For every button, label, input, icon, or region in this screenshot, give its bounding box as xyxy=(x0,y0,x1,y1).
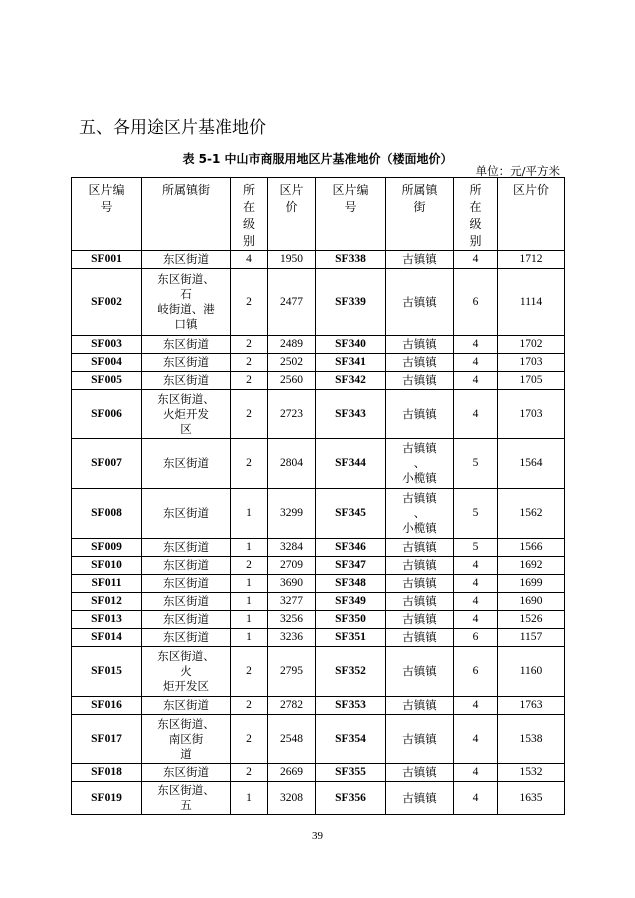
row-town: 东区街道、 火炬开发 区 xyxy=(142,390,231,439)
header-code: 区片编 号 xyxy=(72,178,142,251)
row-code-right: SF340 xyxy=(316,336,386,354)
row-town: 东区街道 xyxy=(142,539,231,557)
row-level: 4 xyxy=(231,251,268,269)
row-town-right: 古镇镇 xyxy=(386,354,454,372)
row-level-right: 4 xyxy=(454,336,498,354)
row-town-right: 古镇镇 、 小榄镇 xyxy=(386,439,454,489)
row-code-right: SF348 xyxy=(316,575,386,593)
row-level-right: 4 xyxy=(454,372,498,390)
row-price-right: 1690 xyxy=(498,593,565,611)
row-code: SF014 xyxy=(72,629,142,647)
row-price: 2723 xyxy=(268,390,316,439)
row-price-right: 1712 xyxy=(498,251,565,269)
row-code-right: SF343 xyxy=(316,390,386,439)
row-price-right: 1160 xyxy=(498,647,565,697)
table-row xyxy=(72,372,565,390)
row-town: 东区街道、 石 岐街道、港 口镇 xyxy=(142,269,231,336)
row-level: 2 xyxy=(231,439,268,489)
row-level: 1 xyxy=(231,575,268,593)
table-row xyxy=(72,782,565,815)
row-code-right: SF353 xyxy=(316,697,386,715)
row-level: 1 xyxy=(231,489,268,539)
row-level: 1 xyxy=(231,629,268,647)
section-title: 五、各用途区片基准地价 xyxy=(79,118,266,138)
row-town-right: 古镇镇 xyxy=(386,593,454,611)
row-code-right: SF339 xyxy=(316,269,386,336)
table-row xyxy=(72,764,565,782)
row-level: 2 xyxy=(231,715,268,764)
table-header-row xyxy=(72,178,565,251)
row-town: 东区街道 xyxy=(142,593,231,611)
row-level: 2 xyxy=(231,372,268,390)
table-row xyxy=(72,647,565,697)
row-price: 2560 xyxy=(268,372,316,390)
table-row xyxy=(72,575,565,593)
row-code-right: SF341 xyxy=(316,354,386,372)
table-row xyxy=(72,593,565,611)
row-level-right: 4 xyxy=(454,354,498,372)
row-town: 东区街道 xyxy=(142,764,231,782)
header-level: 所 在 级 别 xyxy=(231,178,268,251)
row-town-right: 古镇镇 xyxy=(386,269,454,336)
row-price-right: 1562 xyxy=(498,489,565,539)
row-level: 2 xyxy=(231,390,268,439)
row-code: SF008 xyxy=(72,489,142,539)
row-code: SF002 xyxy=(72,269,142,336)
header-price-right: 区片价 xyxy=(498,178,565,251)
row-level: 2 xyxy=(231,557,268,575)
row-level: 2 xyxy=(231,269,268,336)
row-code-right: SF344 xyxy=(316,439,386,489)
row-level-right: 4 xyxy=(454,611,498,629)
row-town-right: 古镇镇 xyxy=(386,782,454,815)
row-town: 东区街道 xyxy=(142,372,231,390)
row-code-right: SF356 xyxy=(316,782,386,815)
row-level-right: 4 xyxy=(454,390,498,439)
row-level: 1 xyxy=(231,539,268,557)
row-price: 1950 xyxy=(268,251,316,269)
row-level: 1 xyxy=(231,782,268,815)
row-code: SF004 xyxy=(72,354,142,372)
row-level-right: 4 xyxy=(454,782,498,815)
row-code-right: SF351 xyxy=(316,629,386,647)
table-row xyxy=(72,439,565,489)
row-town-right: 古镇镇 xyxy=(386,372,454,390)
row-price: 2489 xyxy=(268,336,316,354)
row-town-right: 古镇镇 xyxy=(386,557,454,575)
row-price: 3277 xyxy=(268,593,316,611)
table-row xyxy=(72,715,565,764)
row-code-right: SF342 xyxy=(316,372,386,390)
row-town-right: 古镇镇 xyxy=(386,390,454,439)
row-price-right: 1564 xyxy=(498,439,565,489)
row-code-right: SF355 xyxy=(316,764,386,782)
header-town: 所属镇街 xyxy=(142,178,231,251)
row-price-right: 1114 xyxy=(498,269,565,336)
row-price: 3299 xyxy=(268,489,316,539)
row-code: SF007 xyxy=(72,439,142,489)
row-code-right: SF347 xyxy=(316,557,386,575)
row-code: SF013 xyxy=(72,611,142,629)
header-code-right: 区片编 号 xyxy=(316,178,386,251)
row-code: SF019 xyxy=(72,782,142,815)
table-row xyxy=(72,336,565,354)
table-caption: 表 5-1 中山市商服用地区片基准地价（楼面地价） xyxy=(182,152,453,166)
row-price: 3236 xyxy=(268,629,316,647)
row-price: 2795 xyxy=(268,647,316,697)
row-town-right: 古镇镇 xyxy=(386,539,454,557)
row-level-right: 4 xyxy=(454,715,498,764)
row-price-right: 1702 xyxy=(498,336,565,354)
row-town-right: 古镇镇 xyxy=(386,575,454,593)
row-town: 东区街道 xyxy=(142,489,231,539)
row-level-right: 4 xyxy=(454,575,498,593)
table-row xyxy=(72,697,565,715)
row-code: SF017 xyxy=(72,715,142,764)
table-row xyxy=(72,611,565,629)
row-level-right: 6 xyxy=(454,629,498,647)
header-town-right: 所属镇 街 xyxy=(386,178,454,251)
row-price-right: 1763 xyxy=(498,697,565,715)
row-level-right: 4 xyxy=(454,697,498,715)
row-level-right: 6 xyxy=(454,647,498,697)
row-code: SF016 xyxy=(72,697,142,715)
row-level-right: 5 xyxy=(454,539,498,557)
row-town: 东区街道 xyxy=(142,336,231,354)
table-row xyxy=(72,539,565,557)
row-town-right: 古镇镇 xyxy=(386,611,454,629)
row-code: SF011 xyxy=(72,575,142,593)
row-level: 2 xyxy=(231,764,268,782)
row-town: 东区街道 xyxy=(142,697,231,715)
row-level: 1 xyxy=(231,593,268,611)
row-price: 2804 xyxy=(268,439,316,489)
row-town: 东区街道、 五 xyxy=(142,782,231,815)
row-town-right: 古镇镇 xyxy=(386,336,454,354)
table-row xyxy=(72,269,565,336)
row-price-right: 1157 xyxy=(498,629,565,647)
row-price-right: 1538 xyxy=(498,715,565,764)
row-level: 2 xyxy=(231,647,268,697)
row-price-right: 1699 xyxy=(498,575,565,593)
row-code: SF012 xyxy=(72,593,142,611)
page-number: 39 xyxy=(312,830,323,842)
row-code-right: SF352 xyxy=(316,647,386,697)
row-price: 2477 xyxy=(268,269,316,336)
row-town-right: 古镇镇 xyxy=(386,647,454,697)
row-price-right: 1703 xyxy=(498,390,565,439)
row-price: 3256 xyxy=(268,611,316,629)
row-price-right: 1705 xyxy=(498,372,565,390)
row-code: SF006 xyxy=(72,390,142,439)
row-code: SF009 xyxy=(72,539,142,557)
table-row xyxy=(72,354,565,372)
row-code: SF015 xyxy=(72,647,142,697)
header-price: 区片 价 xyxy=(268,178,316,251)
row-town-right: 古镇镇 xyxy=(386,764,454,782)
row-price: 2669 xyxy=(268,764,316,782)
row-town: 东区街道 xyxy=(142,575,231,593)
row-town: 东区街道 xyxy=(142,354,231,372)
row-code-right: SF349 xyxy=(316,593,386,611)
row-price: 2709 xyxy=(268,557,316,575)
row-town-right: 古镇镇 xyxy=(386,697,454,715)
land-price-table xyxy=(71,177,565,815)
row-town: 东区街道 xyxy=(142,557,231,575)
table-row xyxy=(72,489,565,539)
row-level-right: 4 xyxy=(454,557,498,575)
row-level: 2 xyxy=(231,336,268,354)
row-level: 2 xyxy=(231,697,268,715)
row-level: 1 xyxy=(231,611,268,629)
row-town-right: 古镇镇 xyxy=(386,629,454,647)
row-code-right: SF346 xyxy=(316,539,386,557)
table-row xyxy=(72,390,565,439)
row-code-right: SF350 xyxy=(316,611,386,629)
row-price: 3284 xyxy=(268,539,316,557)
row-code: SF010 xyxy=(72,557,142,575)
unit-label: 单位：元/平方米 xyxy=(475,164,560,178)
row-price: 2502 xyxy=(268,354,316,372)
row-town-right: 古镇镇 xyxy=(386,251,454,269)
row-level: 2 xyxy=(231,354,268,372)
row-price-right: 1526 xyxy=(498,611,565,629)
row-price-right: 1635 xyxy=(498,782,565,815)
row-town: 东区街道 xyxy=(142,611,231,629)
row-price: 3208 xyxy=(268,782,316,815)
row-code: SF003 xyxy=(72,336,142,354)
row-town: 东区街道 xyxy=(142,439,231,489)
row-town: 东区街道 xyxy=(142,629,231,647)
row-code: SF005 xyxy=(72,372,142,390)
row-price: 2782 xyxy=(268,697,316,715)
row-code-right: SF338 xyxy=(316,251,386,269)
row-price: 3690 xyxy=(268,575,316,593)
row-code-right: SF345 xyxy=(316,489,386,539)
row-price: 2548 xyxy=(268,715,316,764)
row-level-right: 5 xyxy=(454,439,498,489)
row-level-right: 4 xyxy=(454,251,498,269)
row-level-right: 5 xyxy=(454,489,498,539)
table-row xyxy=(72,629,565,647)
row-code: SF001 xyxy=(72,251,142,269)
row-level-right: 6 xyxy=(454,269,498,336)
row-level-right: 4 xyxy=(454,593,498,611)
table-row xyxy=(72,251,565,269)
row-price-right: 1566 xyxy=(498,539,565,557)
row-price-right: 1703 xyxy=(498,354,565,372)
row-code: SF018 xyxy=(72,764,142,782)
row-code-right: SF354 xyxy=(316,715,386,764)
row-town-right: 古镇镇 、 小榄镇 xyxy=(386,489,454,539)
row-town: 东区街道、 火 炬开发区 xyxy=(142,647,231,697)
row-price-right: 1532 xyxy=(498,764,565,782)
row-price-right: 1692 xyxy=(498,557,565,575)
row-town-right: 古镇镇 xyxy=(386,715,454,764)
row-level-right: 4 xyxy=(454,764,498,782)
row-town: 东区街道、 南区街 道 xyxy=(142,715,231,764)
row-town: 东区街道 xyxy=(142,251,231,269)
header-level-right: 所 在 级 别 xyxy=(454,178,498,251)
table-row xyxy=(72,557,565,575)
